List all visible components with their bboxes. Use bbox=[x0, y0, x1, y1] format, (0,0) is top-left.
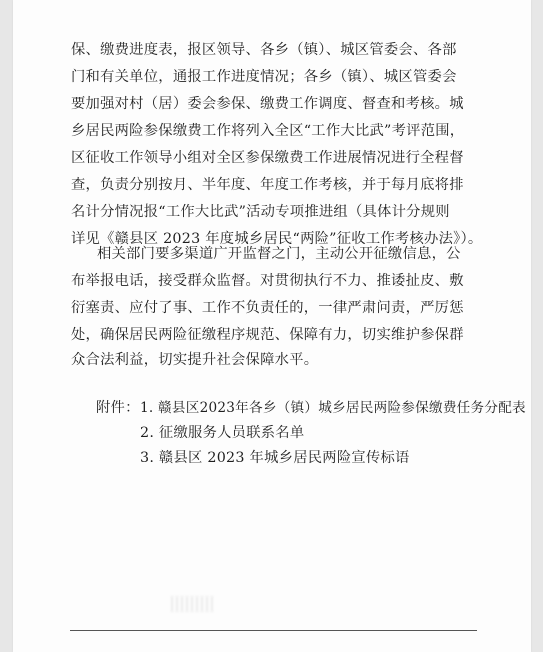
body-text-line-5: 区征收工作领导小组对全区参保缴费工作进展情况进行全程督 bbox=[71, 150, 464, 166]
annex-item-2: 2. 征缴服务人员联系名单 bbox=[140, 425, 305, 441]
body-text-line-12: 处，确保居民两险征缴程序规范、保障有力，切实维护参保群 bbox=[71, 327, 464, 343]
body-text-line-2: 门和有关单位，通报工作进度情况；各乡（镇）、城区管委会 bbox=[71, 69, 457, 85]
body-text-line-7: 名计分情况报“工作大比武”活动专项推进组（具体计分规则 bbox=[71, 204, 450, 220]
body-text-line-6: 查，负责分别按月、半年度、年度工作考核，并于每月底将排 bbox=[71, 177, 464, 193]
annex-item-1: 1. 赣县区2023年各乡（镇）城乡居民两险参保缴费任务分配表 bbox=[140, 400, 526, 416]
body-text-line-8: 详见《赣县区 2023 年度城乡居民“两险”征收工作考核办法》）。 bbox=[71, 231, 483, 247]
body-text-line-13: 众合法利益，切实提升社会保障水平。 bbox=[71, 352, 319, 368]
body-text-line-9: 相关部门要多渠道广开监督之门，主动公开征缴信息，公 bbox=[97, 246, 461, 262]
body-text-line-3: 要加强对村（居）委会参保、缴费工作调度、督查和考核。城 bbox=[71, 96, 464, 112]
body-text-line-10: 布举报电话，接受群众监督。对贯彻执行不力、推诿扯皮、敷 bbox=[71, 273, 464, 289]
body-text-line-11: 衍塞责、应付了事、工作不负责任的，一律严肃问责，严厉惩 bbox=[71, 300, 464, 316]
body-text-line-4: 乡居民两险参保缴费工作将列入全区“工作大比武”考评范围， bbox=[71, 123, 465, 139]
faded-stamp-mark bbox=[171, 596, 215, 612]
annex-item-3: 3. 赣县区 2023 年城乡居民两险宣传标语 bbox=[140, 450, 410, 466]
annex-label: 附件： bbox=[96, 400, 140, 416]
body-text-line-1: 保、缴费进度表，报区领导、各乡（镇）、城区管委会、各部 bbox=[71, 42, 457, 58]
footer-rule bbox=[70, 630, 477, 631]
